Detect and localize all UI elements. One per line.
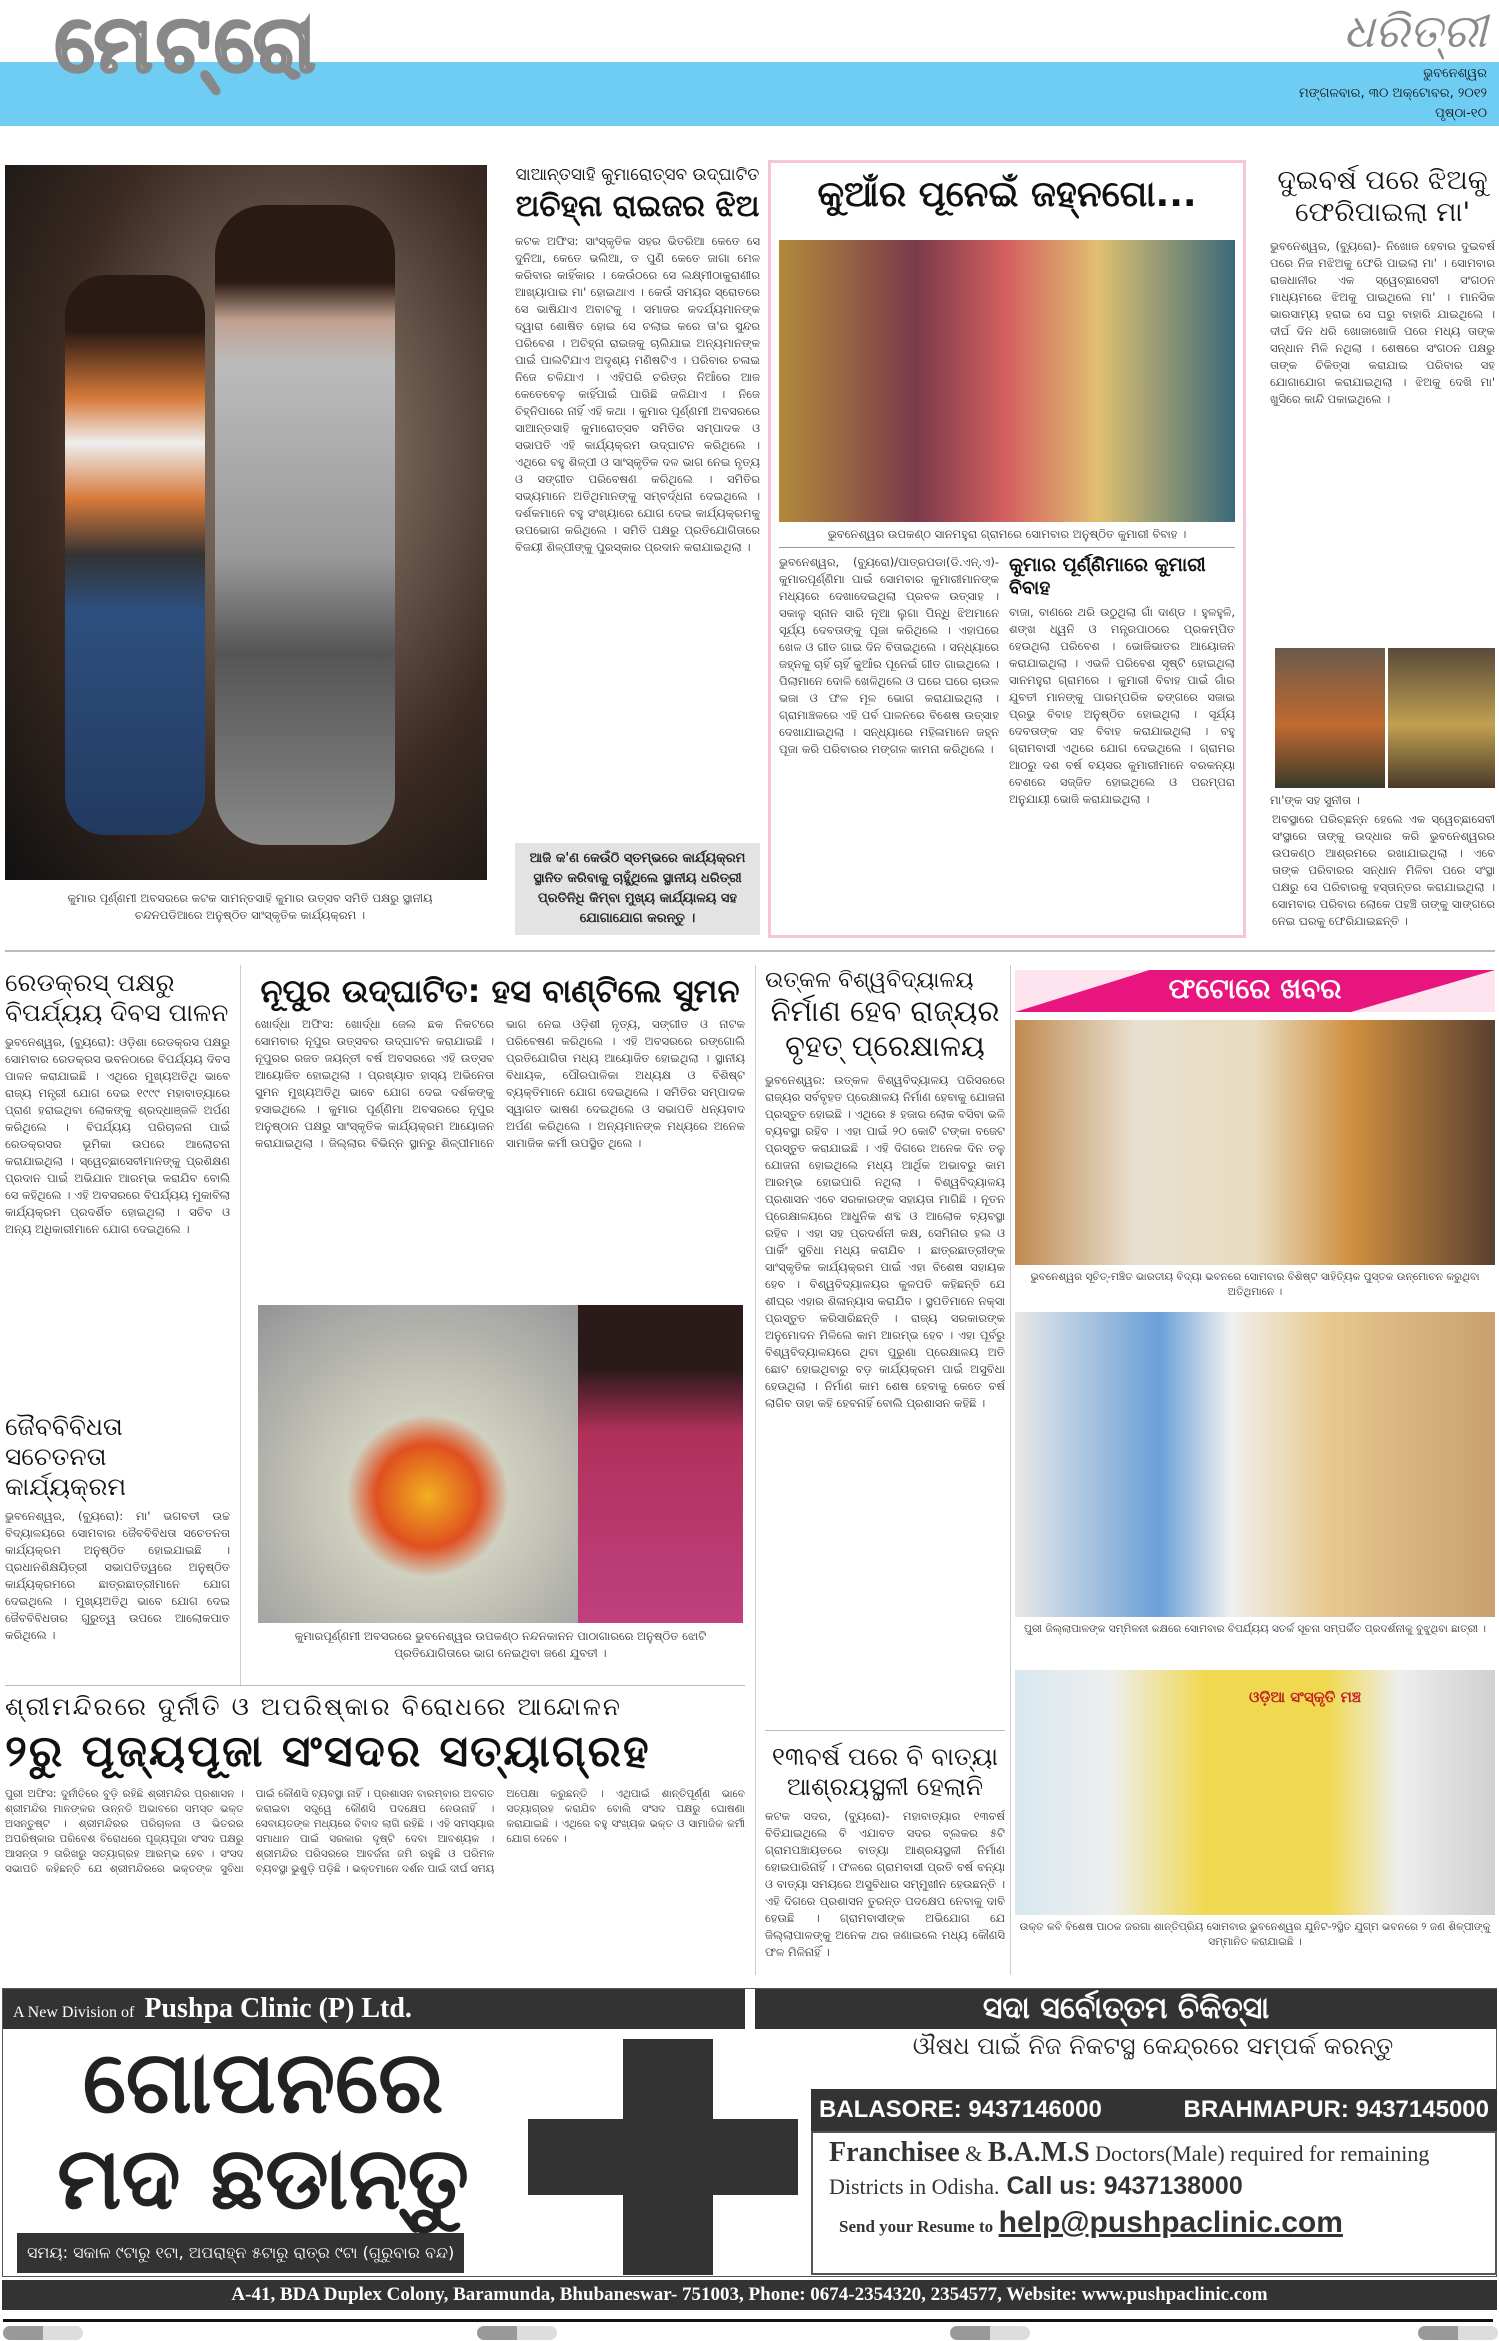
ad-contact-line: ଔଷଧ ପାଇଁ ନିଜ ନିକଟସ୍ଥ କେନ୍ଦ୍ରରେ ସମ୍ପର୍କ କରନ୍ତୁ — [912, 2032, 1394, 2060]
story-cyclone — [765, 1742, 1005, 1978]
exhibition-photo — [1015, 1312, 1495, 1617]
felicitation-photo — [1015, 1670, 1495, 1915]
article-body: ଭୁବନେଶ୍ୱର, (ବ୍ୟୁରୋ)/ପାତ୍ରପଡା(ଡି.ଏନ୍.ଏ)- କୁମାରପୂର୍ଣ୍ଣିମା ପାଇଁ ସୋମବାର କୁମାରୀମାନଙ୍କ ମଧ୍ୟରେ ଦେଖାଦେଇଥିଲା ପ୍ରବଳ ଉତ୍ସାହ । ସକାଳୁ ସ୍ନାନ ସାରି ନୂଆ ଲୁଗା ପିନ୍ଧି ଝିଅମାନେ ସୂର୍ଯ୍ୟ ଦେବତାଙ୍କୁ ପୂଜା କରିଥିଲେ । ଏହାପରେ ଖେଳ ଓ ଗୀତ ଗାଇ ଦିନ ବିତାଇଥିଲେ । ସନ୍ଧ୍ୟାରେ ଜହ୍ନକୁ ଚାହିଁ ଚାହିଁ କୁଆଁର ପୂନେଇଁ ଗୀତ ଗାଇଥିଲେ । ପିଲାମାନେ ଦୋଳି ଖେଳିଥିଲେ ଓ ଘରେ ଘରେ ଚାଉଳ ଭଜା ଓ ଫଳ ମୂଳ ଭୋଗ କରାଯାଇଥିଲା । ଗ୍ରାମାଞ୍ଚଳରେ ଏହି ପର୍ବ ପାଳନରେ ବିଶେଷ ଉତ୍ସାହ ଦେଖାଯାଇଥିଲା । ସନ୍ଧ୍ୟାରେ ମହିଳାମାନେ ଜହ୍ନ ପୂଜା କରି ପରିବାରର ମଙ୍ଗଳ କାମନା କରିଥିଲେ । — [779, 555, 999, 757]
bams-label: B.A.M.S — [987, 2137, 1090, 2168]
wedding-photo — [779, 240, 1235, 522]
ad-headline-1: ଗୋପନରେ — [82, 2033, 444, 2133]
brahmapur-phone[interactable]: BRAHMAPUR: 9437145000 — [1183, 2096, 1489, 2123]
article-body: ପୁରୀ ଅଫିସ: ଦୁର୍ନୀତିରେ ବୁଡ଼ି ରହିଛି ଶ୍ରୀମନ୍ଦିର ପ୍ରଶାସନ । ଶ୍ରୀମନ୍ଦିର ମାନଙ୍କର ଉନ୍ନତି ଅଭାବରେ ସମସ୍ତ ଭକ୍ତ ଅସନ୍ତୁଷ୍ଟ । ଶ୍ରୀମନ୍ଦିରର ପରିଚାଳନା ଓ ଭିତରର ଅପରିଷ୍କାର ପରିବେଶ ବିରୋଧରେ ପୂଜ୍ୟପୂଜା ସଂସଦ ପକ୍ଷରୁ ଆସନ୍ତା ୨ ତାରିଖରୁ ସତ୍ୟାଗ୍ରହ ଆରମ୍ଭ ହେବ । ସଂସଦ ସଭାପତି କହିଛନ୍ତି ଯେ ଶ୍ରୀମନ୍ଦିରରେ ଭକ୍ତଙ୍କ ସୁବିଧା ପାଇଁ କୌଣସି ବ୍ୟବସ୍ଥା ନାହିଁ । ପ୍ରଶାସନ ବାରମ୍ବାର ଅବଗତ କରାଇବା ସତ୍ତ୍ୱେ କୌଣସି ପଦକ୍ଷେପ ନେଉନାହିଁ । ସେବାୟତଙ୍କ ମଧ୍ୟରେ ବିବାଦ ଲାଗି ରହିଛି । ଏହି ସମସ୍ୟାର ସମାଧାନ ପାଇଁ ସରକାର ଦୃଷ୍ଟି ଦେବା ଆବଶ୍ୟକ । ଶ୍ରୀମନ୍ଦିର ପରିସରରେ ଆବର୍ଜନା ଜମି ରହୁଛି ଓ ପରିମଳ ବ୍ୟବସ୍ଥା ଭୁଶୁଡ଼ି ପଡ଼ିଛି । ଭକ୍ତମାନେ ଦର୍ଶନ ପାଇଁ ଦୀର୍ଘ ସମୟ ଅପେକ୍ଷା କରୁଛନ୍ତି । ଏଥିପାଇଁ ଶାନ୍ତିପୂର୍ଣ୍ଣ ଭାବେ ସତ୍ୟାଗ୍ରହ କରାଯିବ ବୋଲି ସଂସଦ ପକ୍ଷରୁ ଘୋଷଣା କରାଯାଇଛି । ଏଥିରେ ବହୁ ସଂଖ୍ୟକ ଭକ୍ତ ଓ ସାମାଜିକ କର୍ମୀ ଯୋଗ ଦେବେ । — [5, 1787, 745, 1875]
headline: ୧୩ବର୍ଷ ପରେ ବି ବାତ୍ୟା ଆଶ୍ରୟସ୍ଥଳୀ ହେଲାନି — [771, 1742, 999, 1801]
subheadline: କୁମାର ପୂର୍ଣ୍ଣିମାରେ କୁମାରୀ ବିବାହ — [1009, 554, 1206, 599]
rangoli-photo — [258, 1305, 743, 1623]
rangoli-caption: କୁମାରପୂର୍ଣ୍ଣମୀ ଅବସରରେ ଭୁବନେଶ୍ୱର ଉପକଣ୍ଠ ନନ୍ଦନକାନନ ପାଠାଗାରରେ ଅନୁଷ୍ଠିତ ଝୋଟି ପ୍ରତିଯୋଗିତାରେ ଭାଗ ନେଇଥିବା ଜଣେ ଯୁବତୀ । — [294, 1629, 707, 1660]
ad-headline — [13, 2035, 513, 2227]
company-name: Pushpa Clinic (P) Ltd. — [144, 1993, 412, 2024]
registration-mark — [1418, 2326, 1498, 2340]
notice-box: ଆଜି କ'ଣ କେଉଁଠି ସ୍ତମ୍ଭରେ କାର୍ଯ୍ୟକ୍ରମ ସ୍ଥାନିତ କରିବାକୁ ଚାହୁଁଥିଲେ ସ୍ଥାନୀୟ ଧରିତ୍ରୀ ପ୍ରତିନିଧି କିମ୍ବା ମୁଖ୍ୟ କାର୍ଯ୍ୟାଳୟ ସହ ଯୋଗାଯୋଗ କରନ୍ତୁ । — [515, 843, 760, 935]
photo-caption-2: ପୁରୀ ଜିଲ୍ଲାପାଳଙ୍କ ସମ୍ମିଳନୀ କକ୍ଷରେ ସୋମବାର ବିପର୍ଯ୍ୟୟ ସତର୍କ ସୂଚନା ସମ୍ପର୍କିତ ପ୍ରଦର୍ଶନୀକୁ ବୁଝୁଥିବା ଛାତ୍ରୀ । — [1024, 1623, 1486, 1635]
column-rule — [1010, 965, 1011, 1975]
registration-mark — [477, 2326, 557, 2340]
article-body: କଟକ ସଦର, (ବ୍ୟୁରୋ)- ମହାବାତ୍ୟାର ୧୩ବର୍ଷ ବିତିଯାଇଥିଲେ ବି ଏଯାବତ ସଦର ବ୍ଲକର ୫ଟି ଗ୍ରାମପଞ୍ଚାୟତରେ ବାତ୍ୟା ଆଶ୍ରୟସ୍ଥଳୀ ନିର୍ମାଣ ହୋଇପାରିନାହିଁ । ଫଳରେ ଗ୍ରାମବାସୀ ପ୍ରତି ବର୍ଷ ବନ୍ୟା ଓ ବାତ୍ୟା ସମୟରେ ଅସୁବିଧାର ସମ୍ମୁଖୀନ ହେଉଛନ୍ତି । ଏହି ଦିଗରେ ପ୍ରଶାସନ ତୁରନ୍ତ ପଦକ୍ଷେପ ନେବାକୁ ଦାବି ହେଉଛି । ଗ୍ରାମବାସୀଙ୍କ ଅଭିଯୋଗ ଯେ ଜିଲ୍ଲାପାଳଙ୍କୁ ଅନେକ ଥର ଜଣାଇଲେ ମଧ୍ୟ କୌଣସି ଫଳ ମିଳିନାହିଁ । — [765, 1809, 1005, 1959]
page-bottom-rule — [3, 2319, 1493, 2322]
photo-news-banner — [1015, 970, 1495, 1012]
story-achinha — [515, 165, 760, 935]
ad-tagline: ସଦା ସର୍ବୋତ୍ତମ ଚିକିତ୍ସା — [755, 1989, 1497, 2029]
mother-caption: ମା'ଙ୍କ ସହ ସୁନୀତା । — [1270, 793, 1360, 807]
book-release-photo — [1015, 1020, 1495, 1265]
story-kuanr — [768, 160, 1246, 938]
city: ଭୁବନେଶ୍ୱର — [1423, 66, 1487, 81]
column-rule — [755, 965, 756, 1975]
kuanr-columns — [779, 554, 1235, 929]
franchise-label: Franchisee — [829, 2137, 960, 2168]
headline: ୨ରୁ ପୂଜ୍ୟପୂଜା ସଂସଦର ସତ୍ୟାଗ୍ରହ — [5, 1726, 651, 1777]
dance-photo — [5, 165, 487, 880]
ad-franchise-box — [811, 2131, 1497, 2275]
ad-address: A-41, BDA Duplex Colony, Baramunda, Bhubaneswar- 751003, Phone: 0674-2354320, 2354577, Website: www.pushpaclinic.com — [2, 2280, 1497, 2310]
dance-photo-caption: କୁମାର ପୂର୍ଣ୍ଣମୀ ଅବସରରେ କଟକ ସାମନ୍ତସାହି କୁମାର ଉତ୍ସବ ସମିତି ପକ୍ଷରୁ ସ୍ଥାନୀୟ ଚନ୍ଦନପଡିଆରେ ଅନୁଷ୍ଠିତ ସାଂସ୍କୃତିକ କାର୍ଯ୍ୟକ୍ରମ । — [67, 891, 433, 922]
headline: ରେଡକ୍ରସ୍ ପକ୍ଷରୁ ବିପର୍ଯ୍ୟୟ ଦିବସ ପାଳନ — [5, 968, 229, 1027]
mother-photo — [1275, 648, 1385, 788]
headline: ଦୁଇବର୍ଷ ପରେ ଝିଅକୁ ଫେରିପାଇଲା ମା' — [1277, 165, 1488, 229]
story-nupur — [255, 972, 745, 1300]
registration-mark — [3, 2326, 83, 2340]
story-mother-continued — [1270, 792, 1495, 937]
page-number: ପୃଷ୍ଠା-୧୦ — [1435, 106, 1487, 121]
registration-mark — [950, 2326, 1030, 2340]
divider — [5, 1685, 745, 1686]
ad-headline-2: ମଦ ଛଡାନ୍ତୁ — [57, 2129, 469, 2229]
date: ମଙ୍ଗଳବାର, ୩୦ ଅକ୍ଟୋବର, ୨୦୧୨ — [1298, 86, 1487, 101]
headline: କୁଆଁର ପୂନେଇଁ ଜହ୍ନଗୋ... — [817, 174, 1197, 215]
article-body: ଭୁବନେଶ୍ୱର: ଉତ୍କଳ ବିଶ୍ୱବିଦ୍ୟାଳୟ ପରିସରରେ ରାଜ୍ୟର ସର୍ବବୃହତ ପ୍ରେକ୍ଷାଳୟ ନିର୍ମାଣ ହେବାକୁ ଯୋଜନା ପ୍ରସ୍ତୁତ ହୋଇଛି । ଏଥିରେ ୫ ହଜାର ଲୋକ ବସିବା ଭଳି ବ୍ୟବସ୍ଥା ରହିବ । ଏହା ପାଇଁ ୨୦ କୋଟି ଟଙ୍କା ବଜେଟ ପ୍ରସ୍ତୁତ କରାଯାଇଛି । ଏହି ଦିଗରେ ଅନେକ ଦିନ ତଳୁ ଯୋଜନା ହୋଇଥିଲେ ମଧ୍ୟ ଆର୍ଥିକ ଅଭାବରୁ କାମ ଆରମ୍ଭ ହୋଇପାରି ନଥିଲା । ବିଶ୍ୱବିଦ୍ୟାଳୟ ପ୍ରଶାସନ ଏବେ ସରକାରଙ୍କ ସହାୟତା ମାଗିଛି । ନୂତନ ପ୍ରେକ୍ଷାଳୟରେ ଆଧୁନିକ ଶବ୍ଦ ଓ ଆଲୋକ ବ୍ୟବସ୍ଥା ରହିବ । ଏହା ସହ ପ୍ରଦର୍ଶନୀ କକ୍ଷ, ସେମିନାର ହଲ ଓ ପାର୍କିଂ ସୁବିଧା ମଧ୍ୟ କରାଯିବ । ଛାତ୍ରଛାତ୍ରୀଙ୍କ ସାଂସ୍କୃତିକ କାର୍ଯ୍ୟକ୍ରମ ପାଇଁ ଏହା ବିଶେଷ ସହାୟକ ହେବ । ବିଶ୍ୱବିଦ୍ୟାଳୟର କୁଳପତି କହିଛନ୍ତି ଯେ ଶୀଘ୍ର ଏହାର ଶିଳାନ୍ୟାସ କରାଯିବ । ସ୍ଥପତିମାନେ ନକ୍ସା ପ୍ରସ୍ତୁତ କରିସାରିଛନ୍ତି । ରାଜ୍ୟ ସରକାରଙ୍କ ଅନୁମୋଦନ ମିଳିଲେ କାମ ଆରମ୍ଭ ହେବ । ଏହା ପୂର୍ବରୁ ବିଶ୍ୱବିଦ୍ୟାଳୟରେ ଥିବା ପୁରୁଣା ପ୍ରେକ୍ଷାଳୟ ଅତି ଛୋଟ ହୋଇଥିବାରୁ ବଡ଼ କାର୍ଯ୍ୟକ୍ରମ ପାଇଁ ଅସୁବିଧା ହେଉଥିଲା । ନିର୍ମାଣ କାମ ଶେଷ ହେବାକୁ କେତେ ବର୍ଷ ଲାଗିବ ତାହା କହି ହେବନାହିଁ ବୋଲି ପ୍ରଶାସନ କହିଛି । — [765, 1072, 1005, 1410]
article-body-2: ଅବସ୍ଥାରେ ପରିଚ୍ଛନ୍ନ ହେଲେ ଏକ ସ୍ୱେଚ୍ଛାସେବୀ ସଂସ୍ଥାରେ ତାଙ୍କୁ ଉଦ୍ଧାର କରି ଭୁବନେଶ୍ୱରର ଉପକଣ୍ଠ ଆଶ୍ରମରେ ରଖାଯାଇଥିଲା । ଏବେ ତାଙ୍କ ପରିବାରର ସନ୍ଧାନ ମିଳିବା ପରେ ସଂସ୍ଥା ପକ୍ଷରୁ ସେ ପରିବାରକୁ ହସ୍ତାନ୍ତର କରାଯାଇଥିଲା । ସୋମବାର ପରିବାର ଲୋକେ ପହଞ୍ଚି ତାଙ୍କୁ ସାଙ୍ଗରେ ନେଇ ଘରକୁ ଫେରିଯାଇଛନ୍ତି । — [1272, 812, 1495, 928]
dateline — [1299, 64, 1487, 124]
ad-phone-bar — [811, 2089, 1497, 2131]
story-mother — [1270, 165, 1495, 640]
banner-in-photo: ଓଡ଼ିଆ ସଂସ୍କୃତି ମଞ୍ଚ — [1249, 1688, 1361, 1706]
cross-icon-bar — [528, 2119, 798, 2195]
headline: ଜୈବବିବିଧତା ସଚେତନତା କାର୍ଯ୍ୟକ୍ରମ — [5, 1412, 127, 1501]
photo-caption-3: ଉକ୍ତ କବି ବିଶେଷ ପାଠକ ଜରଗା ଶାନ୍ତିପ୍ରିୟ ସୋମବାର ଭୁବନେଶ୍ୱର ଯୁନିଟ-୨ସ୍ଥିତ ଯୁଗ୍ମ ଭବନରେ ୨ ଜଣ ଶିଳ୍ପୀଙ୍କୁ ସମ୍ମାନିତ କରାଯାଇଛି । — [1019, 1921, 1491, 1948]
divider — [5, 950, 1495, 952]
article-body: କଟକ ଅଫିସ: ସାଂସ୍କୃତିକ ସହର ଭିତରିଆ କେତେ ସେ ଦୁନିଆ, କେତେ ଭଲିଆ, ତ ପୁଣି କେତେ ଜାଗା ମେଳ କରିବାର କାହିଁକାର । କେଉଁଠରେ ସେ ଲକ୍ଷ୍ମୀଠାକୁରାଣୀର ଆଖ୍ୟାପାଇ ମା' ହୋଇଥାଏ । କେଉଁ ସମୟର ସ୍ରୋତରେ ସେ ଭାଷିଯାଏ ଅବାଟକୁ । ସମାଜର କଦର୍ଯ୍ୟମାନଙ୍କ ଦ୍ୱାରା ଶୋଷିତ ହୋଇ ସେ ଚଲାଇ କରେ ତା'ର ସୁନ୍ଦର ପରିବେଶ । ଅଚିହ୍ନା ରାଇଜକୁ ଚାଲିଯାଇ ଅନ୍ୟମାନଙ୍କ ପାଇଁ ପାଲଟିଯାଏ ଅଦୃଶ୍ୟ ମଣିଷଟିଏ । ପରିବାର ଚଳାଇ ନିଜେ ଚଳିଯାଏ । ଏହିପରି ଚରିତ୍ର ନିଆଁରେ ଆଜ କେତେବେଳୁ କାହିଁପାଇଁ ପାରିଛି ଜଳିଯାଏ । ନିଜେ ଚିହ୍ନିପାରେ ନାହିଁ ଏହି କଥା । କୁମାର ପୂର୍ଣ୍ଣମୀ ଅବସରରେ ସାଆନ୍ତସାହି କୁମାରୋତ୍ସବ ସମିତିର ସମ୍ପାଦକ ଓ ସଭାପତି ଏହି କାର୍ଯ୍ୟକ୍ରମ ଉଦ୍‌ଘାଟନ କରିଥିଲେ । ଏଥିରେ ବହୁ ଶିଳ୍ପୀ ଓ ସାଂସ୍କୃତିକ ଦଳ ଭାଗ ନେଇ ନୃତ୍ୟ ଓ ସଙ୍ଗୀତ ପରିବେଷଣ କରିଥିଲେ । ସମିତିର ସଭ୍ୟମାନେ ଅତିଥିମାନଙ୍କୁ ସମ୍ବର୍ଦ୍ଧନା ଦେଇଥିଲେ । ଦର୍ଶକମାନେ ବହୁ ସଂଖ୍ୟାରେ ଯୋଗ ଦେଇ କାର୍ଯ୍ୟକ୍ରମକୁ ଉପଭୋଗ କରିଥିଲେ । ସମିତି ପକ୍ଷରୁ ପ୍ରତିଯୋଗିତାରେ ବିଜୟୀ ଶିଳ୍ପୀଙ୍କୁ ପୁରସ୍କାର ପ୍ରଦାନ କରାଯାଇଥିଲା । — [515, 234, 760, 555]
kuanr-right-column — [1009, 554, 1235, 929]
story-biodiversity — [5, 1412, 230, 1677]
kicker: ଉତ୍କଳ ବିଶ୍ୱବିଦ୍ୟାଳୟ — [765, 968, 974, 993]
pushpa-clinic-ad — [2, 1988, 1497, 2277]
paper-name: ଧରିତ୍ରୀ — [1343, 4, 1487, 58]
franchise-text: Doctors(Male) required for remaining Districts in Odisha. — [829, 2141, 1430, 2199]
article-body: ଖୋର୍ଦ୍ଧା ଅଫିସ: ଖୋର୍ଦ୍ଧା ଜେଲ ଛକ ନିକଟରେ ସୋମବାର ନୂପୁର ଉତ୍ସବର ଉଦ୍‌ଘାଟନ କରାଯାଇଛି । ନୂପୁରର ରଜତ ଜୟନ୍ତୀ ବର୍ଷ ଅବସରରେ ଏହି ଉତ୍ସବ ଆୟୋଜିତ ହୋଇଥିଲା । ପ୍ରଖ୍ୟାତ ହାସ୍ୟ ଅଭିନେତା ସୁମନ ମୁଖ୍ୟଅତିଥି ଭାବେ ଯୋଗ ଦେଇ ଦର୍ଶକଙ୍କୁ ହସାଇଥିଲେ । କୁମାର ପୂର୍ଣ୍ଣିମା ଅବସରରେ ନୂପୁର ଅନୁଷ୍ଠାନ ପକ୍ଷରୁ ସାଂସ୍କୃତିକ କାର୍ଯ୍ୟକ୍ରମ ଆୟୋଜନ କରାଯାଇଥିଲା । ଜିଲ୍ଲାର ବିଭିନ୍ନ ସ୍ଥାନରୁ ଶିଳ୍ପୀମାନେ ଭାଗ ନେଇ ଓଡ଼ିଶୀ ନୃତ୍ୟ, ସଙ୍ଗୀତ ଓ ନାଟକ ପରିବେଷଣ କରିଥିଲେ । ଏହି ଅବସରରେ ରଙ୍ଗୋଲି ପ୍ରତିଯୋଗିତା ମଧ୍ୟ ଆୟୋଜିତ ହୋଇଥିଲା । ସ୍ଥାନୀୟ ବିଧାୟକ, ପୌରପାଳିକା ଅଧ୍ୟକ୍ଷ ଓ ବିଶିଷ୍ଟ ବ୍ୟକ୍ତିମାନେ ଯୋଗ ଦେଇଥିଲେ । ସମିତିର ସମ୍ପାଦକ ସ୍ୱାଗତ ଭାଷଣ ଦେଇଥିଲେ ଓ ସଭାପତି ଧନ୍ୟବାଦ ଅର୍ପଣ କରିଥିଲେ । ଅନ୍ୟମାନଙ୍କ ମଧ୍ୟରେ ଅନେକ ସାମାଜିକ କର୍ମୀ ଉପସ୍ଥିତ ଥିଲେ । — [255, 1017, 745, 1151]
ad-division-bar — [3, 1989, 745, 2029]
article-body: ଭୁବନେଶ୍ୱର, (ବ୍ୟୁରୋ)- ନିଖୋଜ ହେବାର ଦୁଇବର୍ଷ ପରେ ନିଜ ମଝିଅକୁ ଫେରି ପାଇଲା ମା' । ସୋମବାର ରାଜଧାନୀର ଏକ ସ୍ୱେଚ୍ଛାସେବୀ ସଂଗଠନ ମାଧ୍ୟମରେ ଝିଅକୁ ପାଇଥିଲେ ମା' । ମାନସିକ ଭାରସାମ୍ୟ ହରାଇ ସେ ଘରୁ ବାହାରି ଯାଇଥିଲେ । ଦୀର୍ଘ ଦିନ ଧରି ଖୋଜାଖୋଜି ପରେ ମଧ୍ୟ ତାଙ୍କ ସନ୍ଧାନ ମିଳି ନଥିଲା । ଶେଷରେ ସଂଗଠନ ପକ୍ଷରୁ ତାଙ୍କ ଚିକିତ୍ସା କରାଯାଇ ପରିବାର ସହ ଯୋଗାଯୋଗ କରାଯାଇଥିଲା । ଝିଅକୁ ଦେଖି ମା' ଖୁସିରେ କାନ୍ଦି ପକାଇଥିଲେ । — [1270, 238, 1495, 406]
story-temple — [5, 1692, 745, 1982]
article-body-2: ବାଜା, ବାଣରେ ଥରି ଉଠୁଥିଲା ଗାଁ ଦାଣ୍ଡ । ହୁଳହୁଳି, ଶଙ୍ଖ ଧ୍ୱନି ଓ ମନ୍ତ୍ରପାଠରେ ପ୍ରକମ୍ପିତ ହେଉଥିଲା ପରିବେଶ । ଭୋଜିଭାତର ଆୟୋଜନ କରାଯାଇଥିଲା । ଏଭଳି ପରିବେଶ ସୃଷ୍ଟି ହୋଇଥିଲା ସାନମହୁରା ଗ୍ରାମରେ । କୁମାରୀ ବିବାହ ପାଇଁ ଗାଁର ଯୁବତୀ ମାନଙ୍କୁ ପାରମ୍ପରିକ ଢଙ୍ଗରେ ସଜାଇ ପ୍ରଭୁ ବିବାହ ଅନୁଷ୍ଠିତ ହୋଇଥିଲା । ସୂର୍ଯ୍ୟ ଦେବତାଙ୍କ ସହ ବିବାହ କରାଯାଇଥିଲା । ବହୁ ଗ୍ରାମବାସୀ ଏଥିରେ ଯୋଗ ଦେଇଥିଲେ । ଗ୍ରାମର ଆଠରୁ ଦଶ ବର୍ଷ ବୟସର କୁମାରୀମାନେ ବରକନ୍ୟା ବେଶରେ ସଜ୍ଜିତ ହୋଇଥିଲେ ଓ ପରମ୍ପରା ଅନୁଯାୟୀ ଭୋଜି କରାଯାଇଥିଲା । — [1009, 604, 1235, 806]
headline: ନୂପୁର ଉଦ୍‌ଘାଟିତ: ହସ ବାଣ୍ଟିଲେ ସୁମନ — [260, 972, 740, 1010]
column-rule — [240, 965, 241, 1685]
story-redcross — [5, 968, 230, 1398]
resume-prefix: Send your Resume to — [839, 2217, 994, 2236]
division-prefix: A New Division of — [13, 2004, 135, 2021]
kicker: ସାଆନ୍ତସାହି କୁମାରୋତ୍ସବ ଉଦ୍‌ଘାଟିତ — [515, 165, 760, 185]
daughter-photo — [1388, 648, 1495, 788]
article-body: ଭୁବନେଶ୍ୱର, (ବ୍ୟୁରୋ): ମା' ଭଗବତୀ ଉଚ୍ଚ ବିଦ୍ୟାଳୟରେ ସୋମବାର ଜୈବବିବିଧତା ସଚେତନତା କାର୍ଯ୍ୟକ୍ରମ ଅନୁଷ୍ଠିତ ହୋଇଯାଇଛି । ପ୍ରଧାନଶିକ୍ଷୟିତ୍ରୀ ସଭାପତିତ୍ୱରେ ଅନୁଷ୍ଠିତ କାର୍ଯ୍ୟକ୍ରମରେ ଛାତ୍ରଛାତ୍ରୀମାନେ ଯୋଗ ଦେଇଥିଲେ । ମୁଖ୍ୟଅତିଥି ଭାବେ ଯୋଗ ଦେଇ ଜୈବବିବିଧତାର ଗୁରୁତ୍ୱ ଉପରେ ଆଲୋକପାତ କରିଥିଲେ । — [5, 1509, 230, 1642]
banner-title: ଫଟୋରେ ଖବର — [1168, 972, 1342, 1005]
amp: & — [959, 2141, 988, 2166]
article-body: ଭୁବନେଶ୍ୱର, (ବ୍ୟୁରୋ): ଓଡ଼ିଶା ରେଡକ୍ରସ ପକ୍ଷରୁ ସୋମବାର ରେଡକ୍ରସ ଭବନଠାରେ ବିପର୍ଯ୍ୟୟ ଦିବସ ପାଳନ କରାଯାଇଛି । ଏଥିରେ ମୁଖ୍ୟଅତିଥି ଭାବେ ରାଜ୍ୟ ମନ୍ତ୍ରୀ ଯୋଗ ଦେଇ ୧୯୯୯ ମହାବାତ୍ୟାରେ ପ୍ରାଣ ହରାଇଥିବା ଲୋକଙ୍କୁ ଶ୍ରଦ୍ଧାଞ୍ଜଳି ଅର୍ପଣ କରିଥିଲେ । ବିପର୍ଯ୍ୟୟ ପରିଚାଳନା ପାଇଁ ରେଡକ୍ରସର ଭୂମିକା ଉପରେ ଆଲୋଚନା କରାଯାଇଥିଲା । ସ୍ୱେଚ୍ଛାସେବୀମାନଙ୍କୁ ପ୍ରଶିକ୍ଷଣ ପ୍ରଦାନ ପାଇଁ ଅଭିଯାନ ଆରମ୍ଭ କରାଯିବ ବୋଲି ସେ କହିଥିଲେ । ଏହି ଅବସରରେ ବିପର୍ଯ୍ୟୟ ମୁକାବିଲା କାର୍ଯ୍ୟକ୍ରମ ପ୍ରଦର୍ଶିତ ହୋଇଥିଲା । ସଚିବ ଓ ଅନ୍ୟ ଅଧିକାରୀମାନେ ଯୋଗ ଦେଇଥିଲେ । — [5, 1035, 230, 1236]
email-link[interactable]: help@pushpaclinic.com — [998, 2206, 1343, 2239]
wedding-caption: ଭୁବନେଶ୍ୱର ଉପକଣ୍ଠ ସାନମହୁରା ଗ୍ରାମରେ ସୋମବାର ଅନୁଷ୍ଠିତ କୁମାରୀ ବିବାହ । — [779, 522, 1235, 548]
photo-caption-1: ଭୁବନେଶ୍ୱର ସୂଚିତ୍-ମଞ୍ଚିତ ଭାରତୀୟ ବିଦ୍ୟା ଭବନରେ ସୋମବାର ବିଶିଷ୍ଟ ସାହିତ୍ୟିକ ପୁସ୍ତକ ଉନ୍ମୋଚନ କରୁଥିବା ଅତିଥିମାନେ । — [1030, 1271, 1480, 1298]
story-utkal — [765, 968, 1005, 1723]
divider — [765, 1730, 1005, 1731]
ad-timing: ସମୟ: ସକାଳ ୯ଟାରୁ ୧ଟା, ଅପରାହ୍ନ ୫ଟାରୁ ରାତ୍ର ୯ଟା (ଗୁରୁବାର ବନ୍ଦ) — [17, 2233, 464, 2273]
kicker: ଶ୍ରୀମନ୍ଦିରରେ ଦୁର୍ନୀତି ଓ ଅପରିଷ୍କାର ବିରୋଧରେ ଆନ୍ଦୋଳନ — [5, 1692, 622, 1721]
headline: ନିର୍ମାଣ ହେବ ରାଜ୍ୟର ବୃହତ୍ ପ୍ରେକ୍ଷାଳୟ — [770, 994, 1000, 1064]
call-number[interactable]: Call us: 9437138000 — [999, 2172, 1243, 2200]
section-logo: ମେଟ୍ରୋ — [55, 0, 320, 90]
balasore-phone[interactable]: BALASORE: 9437146000 — [819, 2096, 1102, 2123]
headline: ଅଚିହ୍ନା ରାଇଜର ଝିଅ — [515, 189, 760, 225]
